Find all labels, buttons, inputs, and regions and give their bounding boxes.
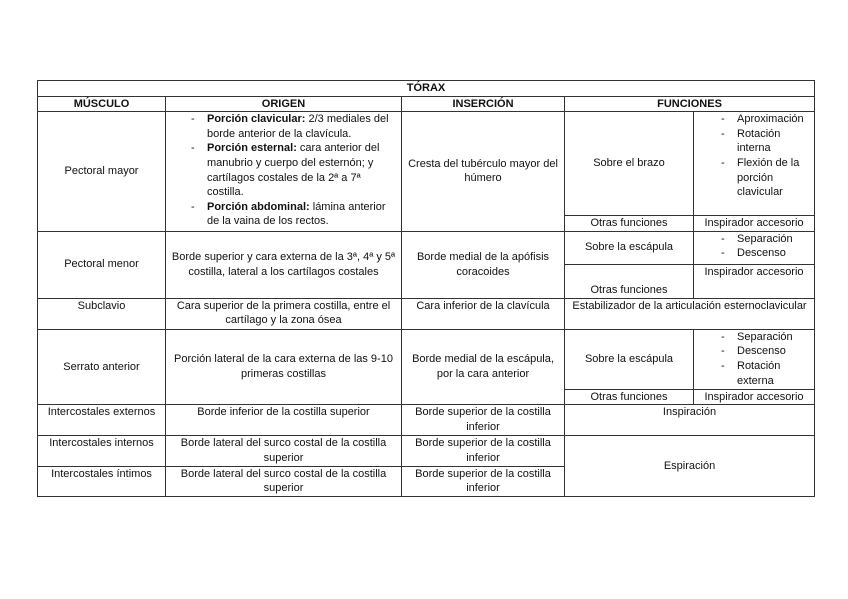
function-espiracion: Espiración [565, 436, 815, 496]
origin-intercostales-externos: Borde inferior de la costilla superior [166, 405, 402, 436]
func-list-pectoral-menor [694, 231, 815, 264]
other-label-serrato-anterior: Otras funciones [565, 389, 694, 405]
function-subclavio: Estabilizador de la articulación esternoclavicular [565, 298, 815, 329]
muscle-pectoral-menor: Pectoral menor [38, 231, 166, 298]
other-value-pectoral-mayor: Inspirador accesorio [694, 216, 815, 232]
torax-table [37, 80, 815, 497]
muscle-subclavio: Subclavio [38, 298, 166, 329]
muscle-intercostales-intimos: Intercostales íntimos [38, 466, 166, 496]
origin-item: - Porción clavicular: 2/3 mediales del borde anterior de la clavícula. [169, 112, 398, 141]
origin-pectoral-mayor [166, 112, 402, 232]
func-label-pectoral-mayor: Sobre el brazo [565, 112, 694, 216]
origin-item: - Porción esternal: cara anterior del manubrio y cuerpo del esternón; y cartílagos costales de la 2ª a 7ª costilla. [169, 141, 398, 199]
insertion-intercostales-intimos: Borde superior de la costilla inferior [402, 466, 565, 496]
func-list-pectoral-mayor [694, 112, 815, 216]
func-label-pectoral-menor: Sobre la escápula [565, 231, 694, 264]
func-item: - Rotación externa [697, 359, 811, 388]
insertion-subclavio: Cara inferior de la clavícula [402, 298, 565, 329]
other-value-pectoral-menor: Inspirador accesorio [694, 264, 815, 298]
origin-item: - Porción abdominal: lámina anterior de la vaina de los rectos. [169, 200, 398, 229]
func-item: - Aproximación [697, 112, 811, 127]
func-label-serrato-anterior: Sobre la escápula [565, 329, 694, 389]
origin-serrato-anterior: Porción lateral de la cara externa de las 9-10 primeras costillas [166, 329, 402, 405]
insertion-serrato-anterior: Borde medial de la escápula, por la cara anterior [402, 329, 565, 405]
func-list-serrato-anterior [694, 329, 815, 389]
header-musculo: MÚSCULO [38, 96, 166, 112]
header-origen: ORIGEN [166, 96, 402, 112]
func-item: - Descenso [697, 344, 811, 359]
insertion-pectoral-menor: Borde medial de la apófisis coracoides [402, 231, 565, 298]
muscle-serrato-anterior: Serrato anterior [38, 329, 166, 405]
function-intercostales-externos: Inspiración [565, 405, 815, 436]
muscle-intercostales-internos: Intercostales internos [38, 436, 166, 466]
func-item: - Flexión de la porción clavicular [697, 156, 811, 200]
origin-intercostales-internos: Borde lateral del surco costal de la costilla superior [166, 436, 402, 466]
header-funciones: FUNCIONES [565, 96, 815, 112]
muscle-pectoral-mayor: Pectoral mayor [38, 112, 166, 232]
muscle-intercostales-externos: Intercostales externos [38, 405, 166, 436]
table-title: TÓRAX [38, 81, 815, 97]
other-value-serrato-anterior: Inspirador accesorio [694, 389, 815, 405]
func-item: - Rotación interna [697, 127, 811, 156]
insertion-intercostales-externos: Borde superior de la costilla inferior [402, 405, 565, 436]
other-label-pectoral-menor: Otras funciones [565, 264, 694, 298]
origin-pectoral-menor: Borde superior y cara externa de la 3ª, 4ª y 5ª costilla, lateral a los cartílagos costales [166, 231, 402, 298]
insertion-pectoral-mayor: Cresta del tubérculo mayor del húmero [402, 112, 565, 232]
func-item: - Separación [697, 330, 811, 345]
insertion-intercostales-internos: Borde superior de la costilla inferior [402, 436, 565, 466]
func-item: - Separación [697, 232, 811, 247]
func-item: - Descenso [697, 246, 811, 261]
header-insercion: INSERCIÓN [402, 96, 565, 112]
origin-subclavio: Cara superior de la primera costilla, entre el cartílago y la zona ósea [166, 298, 402, 329]
other-label-pectoral-mayor: Otras funciones [565, 216, 694, 232]
origin-intercostales-intimos: Borde lateral del surco costal de la costilla superior [166, 466, 402, 496]
